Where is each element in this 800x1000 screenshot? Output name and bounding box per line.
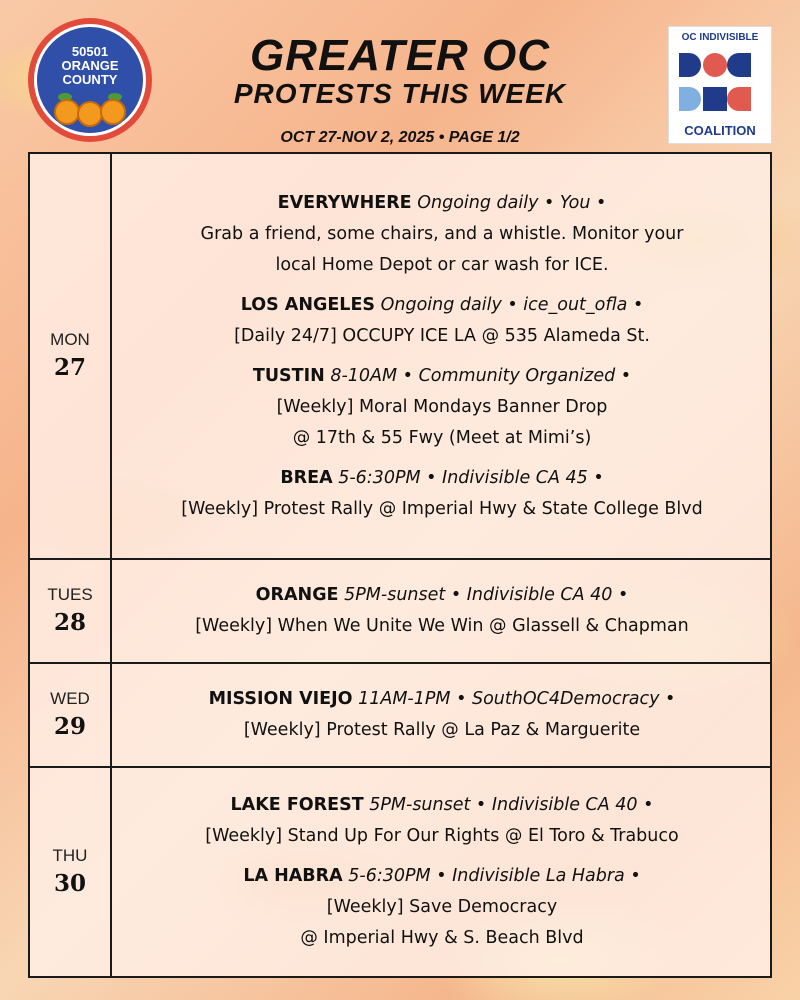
event-city: EVERYWHERE: [277, 192, 412, 213]
seal-line-2: ORANGE: [61, 58, 119, 73]
day-name: WED: [50, 689, 90, 708]
events-list: [114, 664, 770, 766]
event-detail: @ 17th & 55 Fwy (Meet at Mimi’s): [292, 427, 592, 448]
event-detail: [Weekly] Protest Rally @ La Paz & Marguerite: [243, 720, 641, 740]
event-city: LOS ANGELES: [240, 294, 376, 315]
event-city: TUSTIN: [252, 365, 325, 386]
events-list: [114, 154, 770, 558]
event-meta: 11AM-1PM • SouthOC4Democracy •: [358, 689, 676, 709]
event-detail: [Weekly] Save Democracy: [326, 897, 558, 917]
event-city: ORANGE: [255, 585, 339, 605]
day-number: 27: [53, 354, 86, 381]
day-cell: [30, 154, 112, 558]
date-range-subtitle: OCT 27-NOV 2, 2025 • PAGE 1/2: [280, 129, 520, 146]
oc-indivisible-coalition-logo: [668, 26, 772, 144]
header: [0, 0, 800, 152]
event-item: [114, 684, 770, 746]
title-line-2: PROTESTS THIS WEEK: [233, 78, 567, 109]
event-item: [114, 861, 770, 954]
weekly-schedule-table: [28, 152, 772, 978]
day-number: 29: [53, 713, 86, 740]
seal-line-1: 50501: [71, 44, 109, 59]
event-meta: Ongoing daily • You •: [417, 192, 607, 213]
title-line-1: GREATER OC: [249, 31, 551, 80]
oranges-icon: [50, 91, 130, 127]
event-detail: [Weekly] When We Unite We Win @ Glassell & Chapman: [195, 616, 689, 636]
seal-line-3: COUNTY: [62, 72, 118, 87]
event-detail: [Weekly] Protest Rally @ Imperial Hwy & State College Blvd: [181, 498, 703, 519]
day-row-tues: [30, 560, 770, 664]
event-detail: [Weekly] Stand Up For Our Rights @ El Toro & Trabuco: [205, 826, 679, 846]
day-row-mon: [30, 154, 770, 560]
event-city: MISSION VIEJO: [208, 689, 353, 709]
day-name: MON: [50, 330, 90, 349]
event-item: [114, 361, 770, 454]
day-cell: [30, 560, 112, 662]
event-meta: 5-6:30PM • Indivisible La Habra •: [348, 866, 641, 886]
event-detail: @ Imperial Hwy & S. Beach Blvd: [300, 928, 584, 948]
coalition-top-text: OC INDIVISIBLE: [681, 32, 759, 43]
day-name: THU: [52, 846, 88, 865]
day-cell: [30, 664, 112, 766]
event-meta: 5PM-sunset • Indivisible CA 40 •: [344, 585, 629, 605]
event-meta: 8-10AM • Community Organized •: [330, 365, 632, 386]
event-item: [114, 290, 770, 352]
event-city: LAKE FOREST: [230, 795, 364, 815]
day-row-wed: [30, 664, 770, 768]
event-item: [114, 463, 770, 525]
events-list: [114, 768, 770, 976]
event-detail: Grab a friend, some chairs, and a whistle. Monitor your: [200, 223, 684, 244]
page-title: [180, 31, 620, 148]
event-meta: Ongoing daily • ice_out_ofla •: [380, 294, 644, 315]
event-detail: [Daily 24/7] OCCUPY ICE LA @ 535 Alameda St.: [234, 325, 650, 346]
event-meta: 5PM-sunset • Indivisible CA 40 •: [369, 795, 654, 815]
day-number: 28: [53, 609, 86, 636]
coalition-shapes-icon: [675, 47, 767, 119]
event-detail: local Home Depot or car wash for ICE.: [275, 254, 609, 275]
day-cell: [30, 768, 112, 976]
event-item: [114, 580, 770, 642]
day-row-thu: [30, 768, 770, 976]
event-detail: [Weekly] Moral Mondays Banner Drop: [276, 396, 608, 417]
event-city: BREA: [280, 467, 333, 488]
seal-inner: [34, 24, 146, 136]
event-meta: 5-6:30PM • Indivisible CA 45 •: [338, 467, 604, 488]
day-name: TUES: [47, 585, 93, 604]
coalition-bottom-text: COALITION: [684, 123, 756, 138]
day-number: 30: [53, 870, 86, 897]
events-list: [114, 560, 770, 662]
event-city: LA HABRA: [243, 866, 343, 886]
event-item: [114, 188, 770, 281]
50501-orange-county-logo: [28, 18, 152, 142]
event-item: [114, 790, 770, 852]
